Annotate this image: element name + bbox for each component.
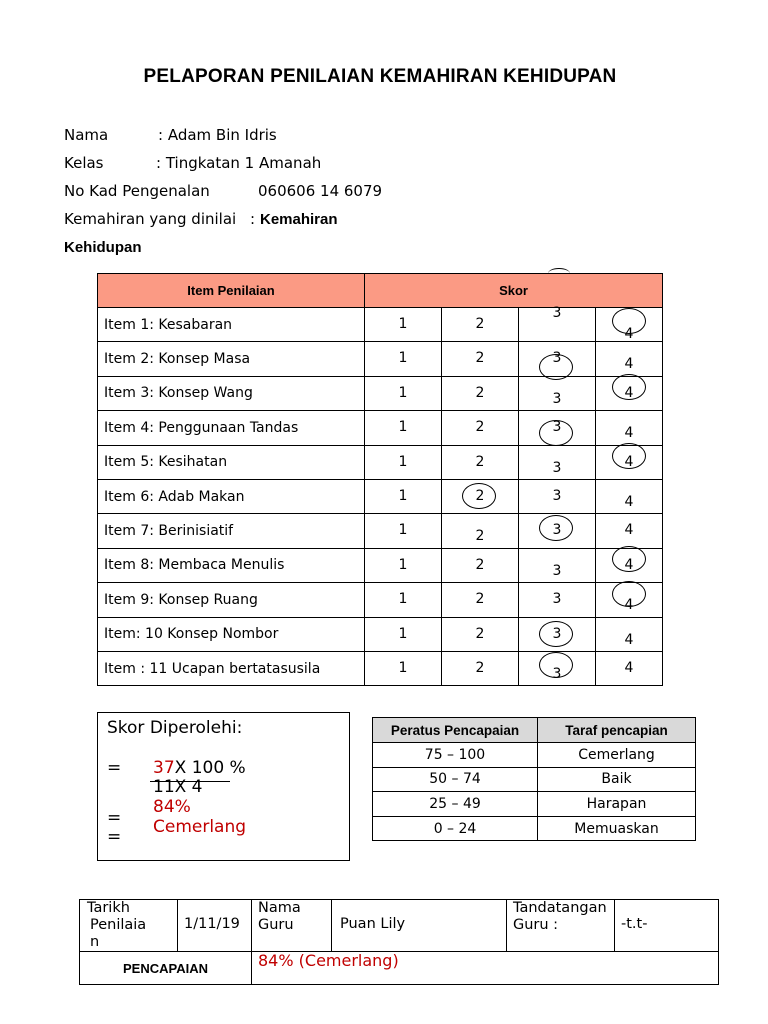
score-cell-1 [365, 411, 442, 445]
score-value: 4 [624, 326, 634, 342]
score-cell-3 [519, 376, 596, 410]
score-value: 1 [398, 625, 408, 642]
nama-label: Nama [64, 126, 109, 144]
score-cell-1 [365, 514, 442, 548]
score-cell-4 [596, 617, 663, 651]
skor-numerator-value: 37 [153, 758, 175, 778]
pencapaian-label: PENCAPAIAN [80, 952, 252, 985]
score-cell-3 [519, 305, 596, 342]
taraf-row [373, 767, 696, 792]
score-value: 3 [552, 665, 562, 682]
score-value: 1 [398, 522, 408, 539]
taraf-range: 0 – 24 [373, 816, 538, 841]
selection-circle [539, 652, 573, 678]
score-value: 2 [475, 556, 485, 573]
score-cell-2 [442, 411, 519, 445]
score-value: 4 [624, 556, 634, 573]
score-cell-2 [442, 583, 519, 617]
taraf-level: Baik [538, 767, 696, 792]
header-item-penilaian: Item Penilaian [98, 274, 365, 308]
score-value: 4 [624, 597, 634, 614]
table-row [98, 445, 663, 479]
score-value: 2 [475, 487, 485, 504]
table-row [98, 617, 663, 651]
taraf-level: Harapan [538, 792, 696, 817]
selection-circle [539, 420, 573, 446]
selection-circle [612, 581, 646, 607]
table-row [98, 514, 663, 548]
taraf-row [373, 816, 696, 841]
tarikh-label-1: Tarikh [87, 900, 130, 916]
score-value: 1 [398, 453, 408, 470]
date-value: 1/11/19 [184, 916, 240, 932]
item-label: Item 3: Konsep Wang [98, 376, 365, 410]
score-cell-4 [596, 308, 663, 342]
score-value: 1 [398, 556, 408, 573]
score-value: 2 [475, 384, 485, 401]
score-value: 3 [552, 390, 562, 407]
score-cell-3 [519, 583, 596, 617]
score-cell-2 [442, 445, 519, 479]
score-value: 2 [475, 591, 485, 608]
ic-label: No Kad Pengenalan [64, 182, 210, 200]
skor-eq-1: = [107, 758, 122, 778]
item-label: Item 9: Konsep Ruang [98, 583, 365, 617]
skor-eq-3: = [107, 827, 122, 847]
nama-guru-cell [252, 900, 332, 952]
item-label: Item 8: Membaca Menulis [98, 548, 365, 582]
taraf-level: Memuaskan [538, 816, 696, 841]
score-value: 3 [552, 305, 562, 321]
score-cell-1 [365, 479, 442, 513]
score-value: 1 [398, 419, 408, 436]
item-label: Item 6: Adab Makan [98, 479, 365, 513]
selection-circle [612, 374, 646, 400]
score-cell-4 [596, 376, 663, 410]
kelas-label: Kelas [64, 154, 104, 172]
score-value: 2 [475, 316, 485, 332]
taraf-header-percent: Peratus Pencapaian [373, 718, 538, 743]
score-value: 4 [624, 659, 634, 676]
item-label: Item 1: Kesabaran [98, 308, 365, 342]
score-cell-3 [519, 411, 596, 445]
score-value: 4 [624, 522, 634, 539]
score-value: 4 [624, 453, 634, 470]
score-table [97, 273, 663, 686]
item-label: Item: 10 Konsep Nombor [98, 617, 365, 651]
taraf-header-level: Taraf pencapian [538, 718, 696, 743]
score-value: 3 [552, 487, 562, 504]
score-cell-4 [596, 479, 663, 513]
selection-circle [539, 621, 573, 647]
score-value: 2 [475, 419, 485, 436]
ttd-label-2: Guru : [513, 917, 559, 933]
score-cell-2 [442, 376, 519, 410]
taraf-range: 25 – 49 [373, 792, 538, 817]
score-cell-2 [442, 514, 519, 548]
table-row [98, 548, 663, 582]
score-cell-3 [519, 445, 596, 479]
score-cell-3 [519, 548, 596, 582]
score-cell-2 [442, 342, 519, 376]
score-value: 2 [475, 350, 485, 367]
table-row [98, 479, 663, 513]
score-table-header [98, 274, 663, 308]
skor-percent: 84% [153, 797, 191, 817]
score-value: 2 [475, 528, 485, 545]
taraf-range: 75 – 100 [373, 743, 538, 768]
ttd-label-1: Tandatangan [513, 900, 607, 916]
ttd-cell [507, 900, 615, 952]
kelas-value: : Tingkatan 1 Amanah [156, 154, 322, 172]
table-row [98, 376, 663, 410]
score-cell-4 [596, 445, 663, 479]
score-cell-2 [442, 308, 519, 342]
score-cell-1 [365, 308, 442, 342]
taraf-row [373, 792, 696, 817]
score-value: 4 [624, 425, 634, 442]
score-value: 3 [552, 562, 562, 579]
skor-title: Skor Diperolehi: [107, 718, 243, 738]
nama-guru-label-1: Nama [258, 900, 301, 916]
score-cell-2 [442, 548, 519, 582]
table-row [98, 651, 663, 685]
selection-circle [612, 443, 646, 469]
pencapaian-value: 84% (Cemerlang) [258, 951, 399, 970]
taraf-level: Cemerlang [538, 743, 696, 768]
selection-circle [612, 546, 646, 572]
score-value: 3 [552, 419, 562, 436]
skor-grade: Cemerlang [153, 817, 247, 837]
skor-box [97, 712, 350, 861]
score-value: 3 [552, 522, 562, 539]
item-label: Item 4: Penggunaan Tandas [98, 411, 365, 445]
skill-colon: : [250, 210, 256, 228]
score-value: 1 [398, 384, 408, 401]
item-label: Item 7: Berinisiatif [98, 514, 365, 548]
score-cell-4 [596, 342, 663, 376]
ic-value: 060606 14 6079 [258, 182, 383, 200]
skor-denominator: 11X 4 [153, 777, 203, 797]
tarikh-label-3: n [90, 934, 100, 950]
score-cell-2 [442, 651, 519, 685]
page-title: PELAPORAN PENILAIAN KEMAHIRAN KEHIDUPAN [143, 66, 617, 87]
skill-value-1: Kemahiran [260, 211, 338, 228]
stray-mark [548, 268, 570, 279]
score-cell-2 [442, 479, 519, 513]
score-cell-3 [519, 514, 596, 548]
table-row [98, 342, 663, 376]
footer-table [79, 899, 719, 985]
score-cell-4 [596, 514, 663, 548]
score-cell-4 [596, 651, 663, 685]
score-cell-1 [365, 651, 442, 685]
score-value: 3 [552, 350, 562, 367]
score-value: 2 [475, 453, 485, 470]
item-label: Item 5: Kesihatan [98, 445, 365, 479]
score-cell-1 [365, 376, 442, 410]
score-cell-3 [519, 651, 596, 685]
score-value: 4 [624, 384, 634, 401]
score-value: 4 [624, 356, 634, 373]
score-cell-1 [365, 548, 442, 582]
score-value: 3 [552, 459, 562, 476]
selection-circle [612, 308, 646, 334]
taraf-table [372, 717, 696, 841]
score-cell-1 [365, 445, 442, 479]
score-value: 2 [475, 659, 485, 676]
score-cell-4 [596, 548, 663, 582]
nama-guru-label-2: Guru [258, 917, 294, 933]
score-value: 1 [398, 350, 408, 367]
skor-numerator-rest: X 100 % [174, 758, 246, 778]
item-label: Item : 11 Ucapan bertatasusila [98, 651, 365, 685]
score-value: 1 [398, 659, 408, 676]
nama-value: : Adam Bin Idris [158, 126, 277, 144]
tt-value: -t.t- [621, 916, 648, 932]
guru-cell [332, 900, 507, 952]
score-cell-3 [519, 479, 596, 513]
selection-circle [462, 483, 496, 509]
taraf-range: 50 – 74 [373, 767, 538, 792]
score-value: 3 [552, 625, 562, 642]
skor-eq-2: = [107, 808, 122, 828]
score-value: 1 [398, 487, 408, 504]
score-cell-4 [596, 411, 663, 445]
tarikh-label-2: Penilaia [90, 917, 147, 933]
score-value: 1 [398, 316, 408, 332]
score-value: 3 [552, 591, 562, 608]
score-cell-1 [365, 342, 442, 376]
score-value: 1 [398, 591, 408, 608]
score-value: 2 [475, 625, 485, 642]
table-row [98, 583, 663, 617]
skill-value-2: Kehidupan [64, 239, 142, 256]
item-label: Item 2: Konsep Masa [98, 342, 365, 376]
taraf-row [373, 743, 696, 768]
skill-label: Kemahiran yang dinilai [64, 210, 237, 228]
tarikh-cell [80, 900, 178, 952]
score-value: 4 [624, 631, 634, 648]
table-row [98, 411, 663, 445]
score-cell-2 [442, 617, 519, 651]
score-cell-3 [519, 342, 596, 376]
guru-name: Puan Lily [340, 916, 406, 932]
header-skor: Skor [365, 274, 663, 308]
table-row [98, 308, 663, 342]
score-value: 4 [624, 493, 634, 510]
tt-cell [615, 900, 719, 952]
score-cell-3 [519, 617, 596, 651]
score-cell-1 [365, 617, 442, 651]
pencapaian-cell [252, 952, 719, 985]
date-cell [178, 900, 252, 952]
score-cell-1 [365, 583, 442, 617]
score-cell-4 [596, 583, 663, 617]
